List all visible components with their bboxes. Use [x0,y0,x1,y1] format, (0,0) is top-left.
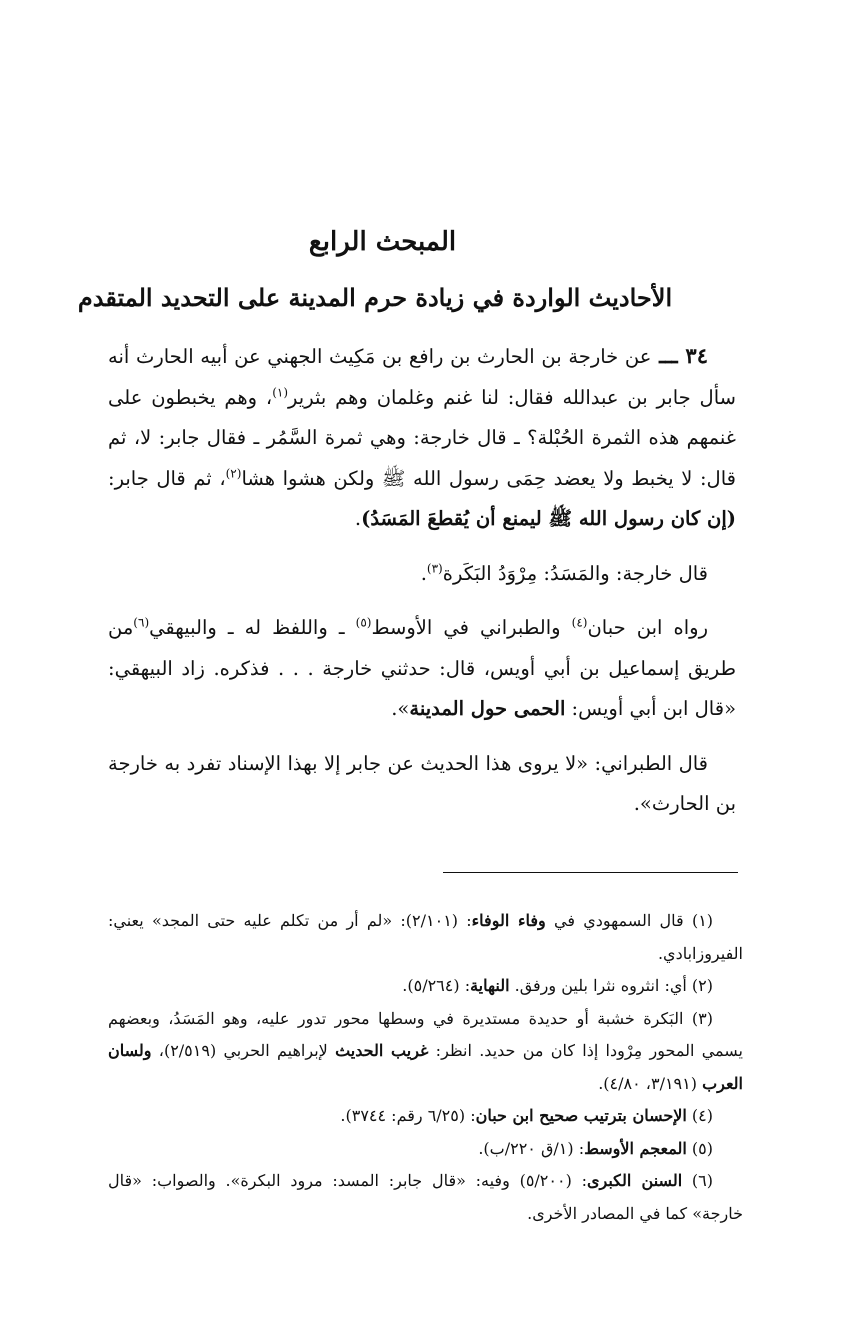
para4-text: قال الطبراني: «لا يروى هذا الحديث عن جابر إلا بهذا الإسناد تفرد به خارجة بن الحارث». [108,751,736,815]
footnote-6-text-c: : (٥/٢٠٠) وفيه: «قال جابر: المسد: مرود البكرة». والصواب: «قال خارجة» كما في المصادر الأخرى. [108,1171,743,1223]
footnote-divider [443,872,738,873]
footnote-6-source: السنن الكبرى [586,1171,683,1190]
footnote-ref-4: (٤) [571,615,588,630]
para3-text-4: من طريق إسماعيل بن أبي أويس، قال: حدثني خارجة . . . فذكره. زاد البيهقي: «قال ابن أبي أويس: [108,616,736,720]
para3-end: ». [391,697,410,720]
footnote-1-text-a: قال السمهودي في [545,911,692,930]
hadith-quote: (إن كان رسول الله ﷺ ليمنع أن يُقطعَ المَسَدُ) [361,507,736,530]
footnote-2 [108,970,743,1003]
footnote-ref-3: (٣) [426,561,443,575]
footnote-3-source-2: ولسان العرب [108,1041,743,1093]
hadith-text-3: ، ثم قال جابر: [108,466,226,490]
para2-text: قال خارجة: والمَسَدُ: مِرْوَدُ البَكَرة [442,561,708,585]
footnote-2-text-c: : (٥/٢٦٤). [402,976,471,995]
footnote-4 [108,1100,743,1133]
footnote-ref-2: (٢) [225,466,242,480]
hadith-text-2: ، وهم يخبطون على غنمهم هذه الثمرة الحُبْلة؟ ـ قال خارجة: وهي ثمرة السَّمُر ـ فقال جابر: لا، ثم قال: لا يخبط ولا يعضد حِمَى رسول الله ﷺ ولكن هشوا هشا [108,385,736,490]
footnote-ref-1: (١) [272,385,289,399]
takhrij-paragraph [108,608,736,730]
footnote-3-text-a: البَكرة خشبة أو حديدة مستديرة في وسطها محور تدور عليه، وهو المَسَدُ، وبعضهم يسمي المحور مِرْودا إذا كان من حديد. انظر: [108,1008,744,1060]
footnote-2-source: النهاية [470,976,510,995]
footnote-5 [108,1133,743,1166]
para3-text-3: ـ واللفظ له ـ والبيهقي [149,616,356,639]
khariJa-paragraph [108,554,736,595]
footnote-4-number: (٤) [691,1106,713,1125]
para2-end: . [420,561,427,585]
para3-bold: الحمى حول المدينة [409,697,566,720]
footnote-ref-5: (٥) [355,615,372,630]
chapter-title: الأحاديث الواردة في زيادة حرم المدينة على التحديد المتقدم [77,283,673,312]
footnote-1-text-c: : (٢/١٠١): «لم أر من تكلم عليه حتى المجد» يعني: الفيروزابادي. [108,911,743,963]
footnote-1 [108,905,743,970]
section-title: المبحث الرابع [308,227,457,257]
para3-text-1: رواه ابن حبان [587,616,708,639]
footnote-6-number: (٦) [691,1171,714,1190]
footnote-5-source: المعجم الأوسط [584,1138,687,1158]
main-text [108,336,736,839]
footnotes [108,905,743,1230]
footnote-5-number: (٥) [691,1138,713,1158]
footnote-1-source: وفاء الوفاء [471,911,546,930]
footnote-6-text-a [682,1171,692,1190]
footnote-2-text-a: أي: انثروه نثرا بلين ورفق. [509,976,692,995]
footnote-6 [108,1165,743,1230]
footnote-4-text-c: : (٦/٢٥ رقم: ٣٧٤٤). [340,1106,476,1125]
footnote-1-number: (١) [691,911,714,930]
footnote-3 [108,1003,743,1101]
footnote-4-source: الإحسان بترتيب صحيح ابن حبان [475,1106,687,1125]
footnote-2-number: (٢) [691,976,713,995]
hadith-end: . [354,507,362,530]
para3-text-2: والطبراني في الأوسط [371,616,572,639]
hadith-paragraph [108,336,736,540]
footnote-3-text-c: لإبراهيم الحربي (٢/٥١٩)، [151,1041,336,1060]
footnote-5-text-c: : (١/ق ٢٢٠/ب). [478,1138,585,1158]
footnote-3-source-1: غريب الحديث [335,1041,429,1060]
footnote-3-text-e: (٣/١٩١، ٤/٨٠). [598,1073,703,1093]
footnote-3-number: (٣) [691,1008,713,1028]
hadith-number: ٣٤ [685,343,708,368]
footnote-ref-6: (٦) [133,615,150,630]
tabarani-paragraph [108,744,736,825]
hadith-dash: ـــ [651,343,686,368]
hadith-text-1: عن خارجة بن الحارث بن رافع بن مَكِيث الجهني عن أبيه الحارث أنه سأل جابر بن عبدالله فقال: لنا غنم وغلمان وهم بثرير [108,345,737,409]
